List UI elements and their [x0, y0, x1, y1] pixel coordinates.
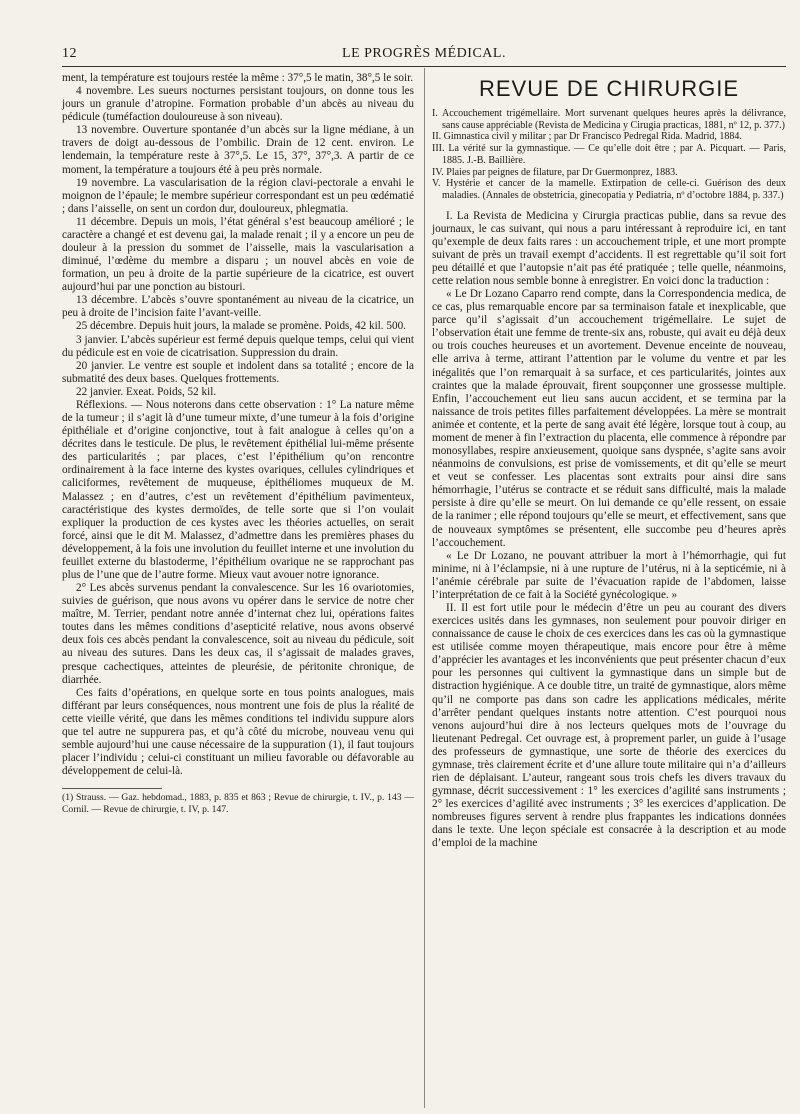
paragraph: 2° Les abcès survenus pendant la convalescence. Sur les 16 ovariotomies, suivies de guérison, que nous avons vu opérer dans le service de notre cher maître, M. Terrier, pendant notre année d’internat chez lui, opérations faites toutes dans les mêmes conditions d’asepticité relative, nous avons observé deux fois ces abcès pendant la convalescence, soit au niveau du pédicule, soit au niveau des sutures. Dans les deux cas, il s’agissait de malades graves, presque cachectiques, atteintes de pleurésie, de péritonite chronique, de diarrhée.	[62, 582, 414, 686]
paragraph: 19 novembre. La vascularisation de la région clavi-pectorale a envahi le moignon de l’épaule; le membre supérieur correspondant est un peu œdématié ; dans l’aisselle, on sent un cordon dur, douloureux, phlegmatia.	[62, 176, 414, 215]
paragraph: 22 janvier. Exeat. Poids, 52 kil.	[76, 385, 217, 398]
paragraph: Réflexions. — Nous noterons dans cette observation : 1° La nature même de la tumeur ; il s’agit là d’une tumeur mixte, d’une tumeur à la fois d’origine épithéliale et d’origine conjonctive, tout à fait analogue à celles qu’on a décrites dans le testicule. De plus, le revêtement épithélial lui-même présente des particularités ; par places, c’est l’épithélium qu’on rencontre ordinairement à la face interne des kystes ovariques, cellules cylindriques et caliciformes, revêtement de muqueuse, épithéliomes muqueux de M. Malassez ; en d’autres, c’est un revêtement d’épithélium pavimenteux, caractéristique des kystes dermoïdes, de telle sorte que si l’on voulait expliquer la production de ces kystes avec les théories actuelles, on serait forcé, ainsi que le dit M. Malassez, d’admettre dans les premières phases du développement, à la fois une involution du feuillet interne et une involution du feuillet externe du blastoderme, l’épithélium ovarique ne se rapprochant pas plus de l’une que de l’autre forme. Mieux vaut avouer notre ignorance.	[62, 398, 415, 581]
left-column	[62, 72, 414, 815]
bibliography-entry: V. Hystérie et cancer de la mamelle. Extirpation de celle-ci. Guérison des deux maladies. (Annales de obstetricia, ginecopatia y Pediatria, nº d’octobre 1884, p. 337.)	[432, 178, 786, 201]
bibliography-entry: I. Accouchement trigémellaire. Mort survenant quelques heures après la délivrance, sans cause appréciable (Revista de Medicina y Cirugia practicas, 1881, nº 12, p. 377.)	[432, 108, 786, 131]
bibliography-entry: IV. Plaies par peignes de filature, par Dr Guermonprez, 1883.	[432, 166, 678, 178]
column-divider	[424, 68, 425, 1108]
bibliography-entry: II. Gimnastica civil y militar ; par Dr Francisco Pedregal Rida. Madrid, 1884.	[432, 131, 742, 143]
paragraph: Ces faits d’opérations, en quelque sorte en tous points analogues, mais différant par leurs conséquences, nous montrent une fois de plus la réalité de cette vieille vérité, que dans les mêmes conditions tel individu suppure alors que tel autre ne suppurera pas, et qu’à côté du microbe, nouveau venu qui semble aujourd’hui une cause nécessaire de la suppuration (1), il faut toujours placer l’individu ; celui-ci constituant un milieu favorable ou défavorable au développement de celui-là.	[62, 686, 414, 778]
footnote: (1) Strauss. — Gaz. hebdomad., 1883, p. 835 et 863 ; Revue de chirurgie, t. IV., p. 143 — Cornil. — Revue de chirurgie, t. IV, p. 147.	[62, 792, 414, 815]
paragraph: II. Il est fort utile pour le médecin d’être un peu au courant des divers exercices usités dans les gymnases, non seulement pour pouvoir diriger en connaissance de cause le choix de ces exercices dans les cas où la gymnastique est utilisée comme moyen thérapeutique, mais encore pour être à même d’apprécier les avantages et les inconvénients que peut présenter chacun d’eux pour les personnes qui cultivent la gymnastique dans un simple but de distraction hygiénique. A ce double titre, un traité de gymnastique, alors même qu’il ne comporte pas dans son cadre les applications médicales, mérite d’arrêter pendant quelques instants notre attention. C’est pourquoi nous venons aujourd’hui dire à nos lecteurs quelques mots de l’ouvrage du lieutenant Pedregal. Cet ouvrage est, à proprement parler, un guide à l’usage des professeurs de gymnastique, une sorte de théorie des exercices du gymnase, très clairement écrite et d’une allure toute militaire qui n’a d’ailleurs rien de déplaisant. L’auteur, rangeant sous trois chefs les divers travaux du gymnase, décrit successivement : 1° les exercices d’agilité sans instruments ; 2° les exercices d’agilité avec instruments ; 3° les exercices d’application. De nombreuses figures servent à rendre plus frappantes les indications données dans le texte. Une leçon spéciale est consacrée à la description et au mode d’emploi de la machine	[432, 601, 786, 850]
footnote-rule	[62, 788, 162, 789]
running-header	[62, 46, 786, 64]
paragraph: 25 décembre. Depuis huit jours, la malade se promène. Poids, 42 kil. 500.	[76, 320, 406, 333]
spacer	[432, 202, 786, 210]
header-rule	[62, 66, 786, 67]
right-column	[432, 72, 786, 850]
journal-title: LE PROGRÈS MÉDICAL.	[342, 46, 506, 61]
paragraph: 3 janvier. L’abcès supérieur est fermé depuis quelque temps, celui qui vient du pédicule est en voie de cicatrisation. Suppression du drain.	[62, 333, 414, 359]
paragraph: « Le Dr Lozano, ne pouvant attribuer la mort à l’hémorrhagie, qui fut minime, ni à l’éclampsie, ni à une rupture de l’utérus, ni à la septicémie, ni à l’anémie cérébrale par suite de l’évacuation rapide de l’abdomen, laisse l’interprétation de ce fait à la Société gynécologique. »	[432, 549, 786, 601]
section-title: REVUE DE CHIRURGIE	[478, 76, 740, 101]
paragraph: 13 décembre. L’abcès s’ouvre spontanément au niveau de la cicatrice, un peu à droite de l’incision faite l’avant-veille.	[62, 294, 414, 320]
paragraph: I. La Revista de Medicina y Cirurgia practicas publie, dans sa revue des journaux, le cas suivant, qui nous a paru intéressant à reproduire ici, en tant qu’exemple de deux faits rares : un accouchement triple, et une mort prompte suivant de près un travail exempt d’accidents. Il est regrettable qu’il soit fort peu détaillé et que l’autopsie n’ait pas été pratiquée ; telle quelle, néanmoins, cette relation nous semble bonne à enregistrer. En voici donc la traduction :	[432, 209, 786, 288]
paragraph: 11 décembre. Depuis un mois, l’état général s’est beaucoup amélioré ; le caractère a changé et est devenu gai, la malade renait ; il y a encore un peu de douleur à la pression du sommet de l’aisselle, mais la vascularisation a diminué, l’œdème du membre a disparu ; un nouvel abcès en voie de formation, un peu à droite de la partie supérieure de la cicatrice, est ouvert aujourd’hui par une ponction au bistouri.	[62, 215, 414, 294]
page-number: 12	[62, 46, 77, 61]
paragraph: 13 novembre. Ouverture spontanée d’un abcès sur la ligne médiane, à un travers de doigt au-dessous de l’ombilic. Drain de 12 cent. environ. Le lendemain, la température reste à 37°,5. Le 15, 37°, 37°,3. A partir de ce moment, la température a toujours été à peu près normale.	[62, 124, 414, 176]
paragraph: 20 janvier. Le ventre est souple et indolent dans sa totalité ; encore de la submatité des deux bases. Quelques frottements.	[62, 359, 414, 385]
paragraph: 4 novembre. Les sueurs nocturnes persistant toujours, on donne tous les jours un granule d’atropine. Formation probable d’un abcès au niveau du pédicule (tuméfaction douloureuse à son niveau).	[62, 85, 414, 124]
bibliography-entry: III. La vérité sur la gymnastique. — Ce qu’elle doit être ; par A. Picquart. — Paris, 1885. J.-B. Baillière.	[432, 143, 786, 166]
paragraph: ment, la température est toujours restée la même : 37°,5 le matin, 38°,5 le soir.	[62, 72, 414, 84]
paragraph: « Le Dr Lozano Caparro rend compte, dans la Correspondencia medica, de ce cas, plus remarquable encore par sa terminaison fatale et inexplicable, que parce qu’il s’agissait d’un accouchement trigémellaire. Le sujet de l’observation était une femme de trente-six ans, robuste, qui avait eu déjà deux ou trois couches heureuses et un avortement. Devenue enceinte de nouveau, elle arriva à terme, attirant l’attention par le volume du ventre et par les inégalités que l’on remarquait à sa surface, et ces particularités, jointes aux craintes que la malade éprouvait, firent soupçonner une grossesse multiple. Enfin, l’accouchement eut lieu sans aucun accident, et se termina par la naissance de trois petites filles parfaitement développées. La mère se montrait animée et contente, et la perte de sang avait été légère, lorsque tout à coup, au moment de mener à fin l’extraction du placenta, elle commence à répondre par monosyllabes, respire anxieusement, quoique sans dyspnée, s’agite sans avoir néanmoins de convulsions, est prise de vomissements, et dit qu’elle se meurt et veut se confesser. Les placentas sont extraits pour ainsi dire sans hémorrhagie, l’utérus se contracte et se réduit sans difficulté, mais la malade persiste à dire qu’elle se meurt. On lui demande ce qu’elle ressent, on essaie de la ranimer ; elle répond toujours qu’elle se meurt, et effectivement, sans que de nouveaux symptômes se présentent, elle succombe peu d’heures après l’accouchement.	[432, 288, 786, 549]
